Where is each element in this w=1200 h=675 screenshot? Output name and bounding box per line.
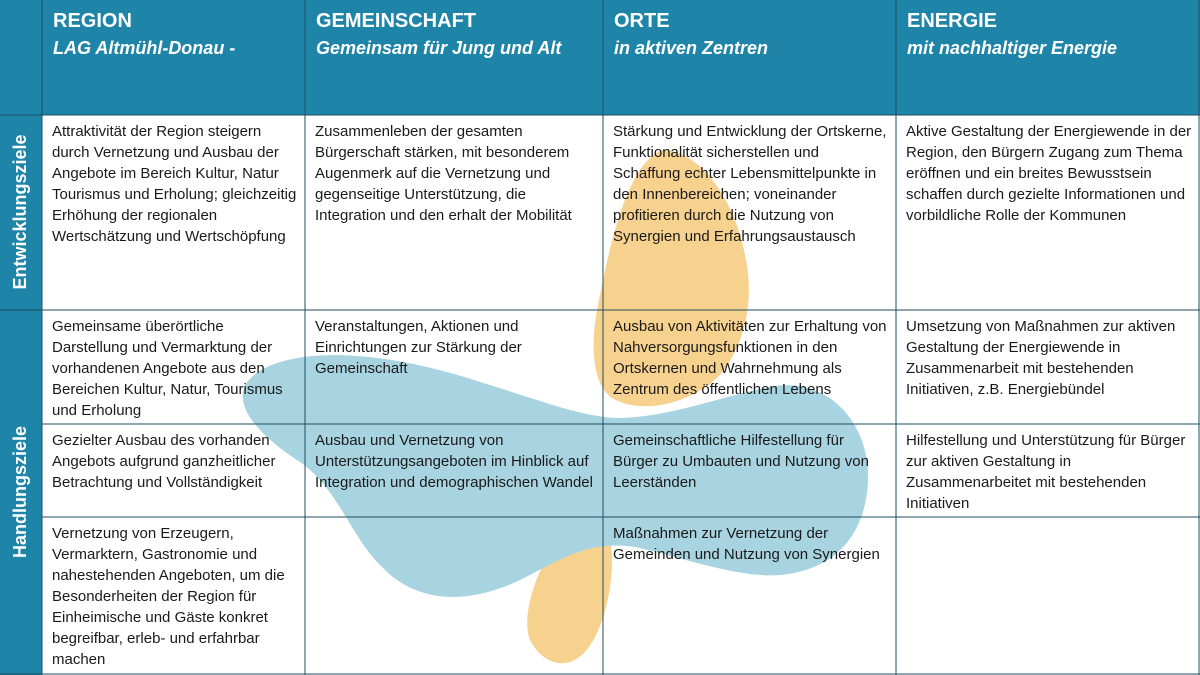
header-gemeinschaft-title: GEMEINSCHAFT: [316, 10, 476, 32]
cell-orte-handlung-1: Ausbau von Aktivitäten zur Erhaltung von Nahversorgungsfunktionen in den Ortskernen und Wahrnehmung als Zentrum des öffentlichen Lebens: [613, 318, 887, 398]
cell-energie-entwicklung: Aktive Gestaltung der Energiewende in der Region, den Bürgern Zugang zum Thema eröffnen und ein breites Bewusstsein schaffen durch gezielte Informationen und vorbildliche Rolle der Kommunen: [906, 123, 1192, 224]
cell-gemeinschaft-handlung-2: Ausbau und Vernetzung von Unterstützungsangeboten im Hinblick auf Integration und demographischen Wandel: [315, 432, 593, 491]
cell-gemeinschaft-entwicklung: Zusammenleben der gesamten Bürgerschaft stärken, mit besonderem Augenmerk auf die Vernetzung und gegenseitige Unterstützung, die Integration und den erhalt der Mobilität: [315, 123, 572, 224]
cell-orte-handlung-3: Maßnahmen zur Vernetzung der Gemeinden und Nutzung von Synergien: [613, 525, 880, 563]
header-energie: [896, 0, 1200, 115]
cell-energie-handlung-3: [896, 517, 1200, 674]
row-label-entwicklungsziele: Entwicklungsziele: [10, 134, 30, 290]
cell-region-handlung-1: Gemeinsame überörtliche Darstellung und Vermarktung der vorhandenen Angebote aus den Bereichen Kultur, Natur, Tourismus und Erholung: [52, 318, 283, 419]
cell-energie-handlung-1: Umsetzung von Maßnahmen zur aktiven Gestaltung der Energiewende in Zusammenarbeit mit bestehenden Initiativen, z.B. Energiebündel: [906, 318, 1176, 398]
cell-region-handlung-2: Gezielter Ausbau des vorhanden Angebots aufgrund ganzheitlicher Betrachtung und Vollständigkeit: [52, 432, 276, 491]
cell-energie-handlung-2: Hilfestellung und Unterstützung für Bürger zur aktiven Gestaltung in Zusammenarbeitet mit bestehenden Initiativen: [906, 432, 1186, 512]
header-orte-subtitle: in aktiven Zentren: [614, 38, 769, 58]
header-orte-title: ORTE: [614, 10, 670, 32]
header-energie-subtitle: mit nachhaltiger Energie: [907, 38, 1118, 58]
header-gemeinschaft-subtitle: Gemeinsam für Jung und Alt: [316, 38, 562, 58]
header-region: [42, 0, 305, 115]
header-region-subtitle: LAG Altmühl-Donau -: [53, 38, 236, 58]
cell-orte-handlung-2: Gemeinschaftliche Hilfestellung für Bürger zu Umbauten und Nutzung von Leerständen: [613, 432, 869, 491]
cell-region-handlung-3: Vernetzung von Erzeugern, Vermarktern, Gastronomie und nahestehenden Angeboten, um die Besonderheiten der Region für Einheimische und Gäste konkret begreifbar, erleb- und erfahrbar machen: [52, 525, 285, 668]
row-label-handlungsziele: Handlungsziele: [10, 425, 30, 559]
cell-gemeinschaft-handlung-3: [305, 517, 603, 674]
header-energie-title: ENERGIE: [907, 10, 998, 32]
cell-orte-entwicklung: Stärkung und Entwicklung der Ortskerne, Funktionalität sicherstellen und Schaffung echter Lebensmittelpunkte in den Innenbereichen; voneinander profitieren durch die Nutzung von Synergien und Erfahrungsaustausch: [613, 123, 887, 245]
header-region-title: REGION: [53, 10, 132, 32]
cell-region-entwicklung: Attraktivität der Region steigern durch Vernetzung und Ausbau der Angebote im Bereich Kultur, Natur Tourismus und Erholung; gleichzeitig Erhöhung der regionalen Wertschätzung und Wertschöpfung: [52, 123, 297, 245]
header-gemeinschaft: [305, 0, 603, 115]
cell-gemeinschaft-handlung-1: Veranstaltungen, Aktionen und Einrichtungen zur Stärkung der Gemeinschaft: [315, 318, 522, 377]
header-orte: [603, 0, 896, 115]
